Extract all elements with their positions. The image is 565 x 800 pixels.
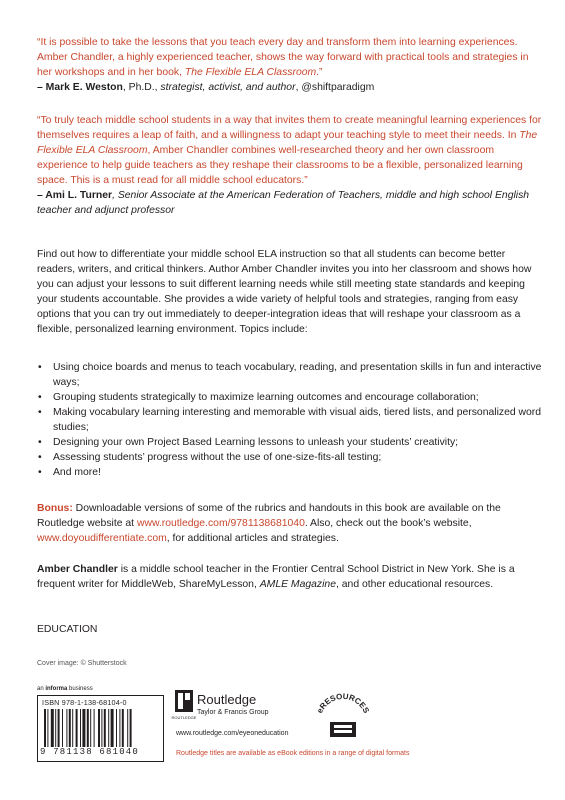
subject-category: EDUCATION <box>37 624 98 635</box>
informa-suffix: business <box>67 686 93 692</box>
quote-2-text-a: “To truly teach middle school students in a way that invites them to create meaningful learning experiences for themselves requires a leap of faith, and a willingness to adapt your teaching style to meet their needs. In <box>37 115 542 141</box>
quote-2-attribution <box>37 190 529 216</box>
eresources-badge-icon <box>312 692 374 742</box>
quote-1-text: “It is possible to take the lessons that you teach every day and transform them into learning experiences. Amber Chandler, a highly experienced teacher, shows the way forward with practical tools and strategies in her workshops and in her book, <box>37 37 529 78</box>
list-item: • Grouping students strategically to maximize learning outcomes and encourage collaboration; <box>37 390 542 405</box>
bonus-text-a: Downloadable versions of some of the rubrics and handouts in this book are available on the Routledge website at <box>37 503 501 529</box>
author-bio-magazine: AMLE Magazine <box>259 579 336 590</box>
quote-1-role: strategist, activist, and author <box>160 82 296 93</box>
publisher-url[interactable]: www.routledge.com/eyeoneducation <box>176 730 289 737</box>
author-bio-text-b: , and other educational resources. <box>335 579 494 590</box>
bonus-label: Bonus: <box>37 503 73 514</box>
publisher-group: Taylor & Francis Group <box>197 709 269 716</box>
quote-1-close: .” <box>316 67 323 78</box>
book-description: Find out how to differentiate your middle school ELA instruction so that all students can become better readers, writers, and critical thinkers. Author Amber Chandler invites you into her classroom and shows how you can adjust your lessons to suit different learning needs while still meeting state standards and keeping your students accountable. She provides a wide variety of helpful tools and strategies, ranging from easy options that you can try out immediately to deeper-integration ideas that will reshape your classroom as a flexible, personalized learning environment. Topics include: <box>37 249 532 335</box>
list-item: • Using choice boards and menus to teach vocabulary, reading, and presentation skills in fun and interactive ways; <box>37 360 542 390</box>
bonus-text-c: , for additional articles and strategies. <box>166 533 339 544</box>
quote-1-credentials: , Ph.D., <box>122 82 161 93</box>
ebook-note: Routledge titles are available as eBook editions in a range of digital formats <box>176 750 410 757</box>
routledge-book-link[interactable]: www.routledge.com/9781138681040 <box>136 518 305 529</box>
quote-2-text-b: , Amber Chandler combines well-researched theory and her own classroom experience to help guide teachers as they reshape their classrooms to be a flexible, personalized learning space. This is a must read for all middle school educators.” <box>37 145 523 186</box>
author-name: Amber Chandler <box>37 564 118 575</box>
endorsement-quote-2 <box>37 113 542 218</box>
eresources-text: eRESOURCES <box>315 692 371 715</box>
barcode-bars <box>44 709 156 747</box>
svg-text:eRESOURCES <box>315 692 371 715</box>
author-bio-text-a: is a middle school teacher in the Frontier Central School District in New York. She is a frequent writer for MiddleWeb, ShareMyLesson, <box>37 564 515 590</box>
endorsement-quote-1 <box>37 35 542 95</box>
quote-2-book-title: The Flexible ELA Classroom <box>37 130 538 156</box>
informa-business-label <box>37 686 93 692</box>
routledge-logo-icon <box>171 690 197 720</box>
list-item: • Designing your own Project Based Learning lessons to unleash your students’ creativity; <box>37 435 542 450</box>
list-item: • Making vocabulary learning interesting and memorable with visual aids, tiered lists, and personalized word studies; <box>37 405 542 435</box>
publisher-name: Routledge <box>197 692 257 707</box>
barcode-number: 9 781138 681040 <box>40 747 140 757</box>
isbn-text: ISBN 978-1-138-68104-0 <box>42 698 127 707</box>
list-item: • Assessing students’ progress without the use of one-size-fits-all testing; <box>37 450 542 465</box>
isbn-barcode <box>37 695 164 762</box>
book-website-link[interactable]: www.doyoudifferentiate.com <box>37 533 167 544</box>
list-item: • And more! <box>37 465 542 480</box>
informa-prefix: an <box>37 686 46 692</box>
topics-list <box>37 360 542 480</box>
quote-1-book-title: The Flexible ELA Classroom <box>184 67 317 78</box>
bonus-paragraph <box>37 501 542 546</box>
routledge-spine-text: ROUTLEDGE <box>171 715 197 720</box>
quote-1-attribution <box>37 82 374 93</box>
quote-1-handle: , @shiftparadigm <box>295 82 375 93</box>
author-bio <box>37 562 542 592</box>
informa-brand: informa <box>45 686 68 692</box>
cover-credit: Cover image: © Shutterstock <box>37 660 127 667</box>
bonus-text-b: . Also, check out the book’s website, <box>304 518 472 529</box>
quote-1-author: – Mark E. Weston <box>37 82 123 93</box>
quote-2-role: , Senior Associate at the American Federation of Teachers, middle and high school English teacher and adjunct professor <box>37 190 530 216</box>
quote-2-author: – Ami L. Turner <box>37 190 113 201</box>
